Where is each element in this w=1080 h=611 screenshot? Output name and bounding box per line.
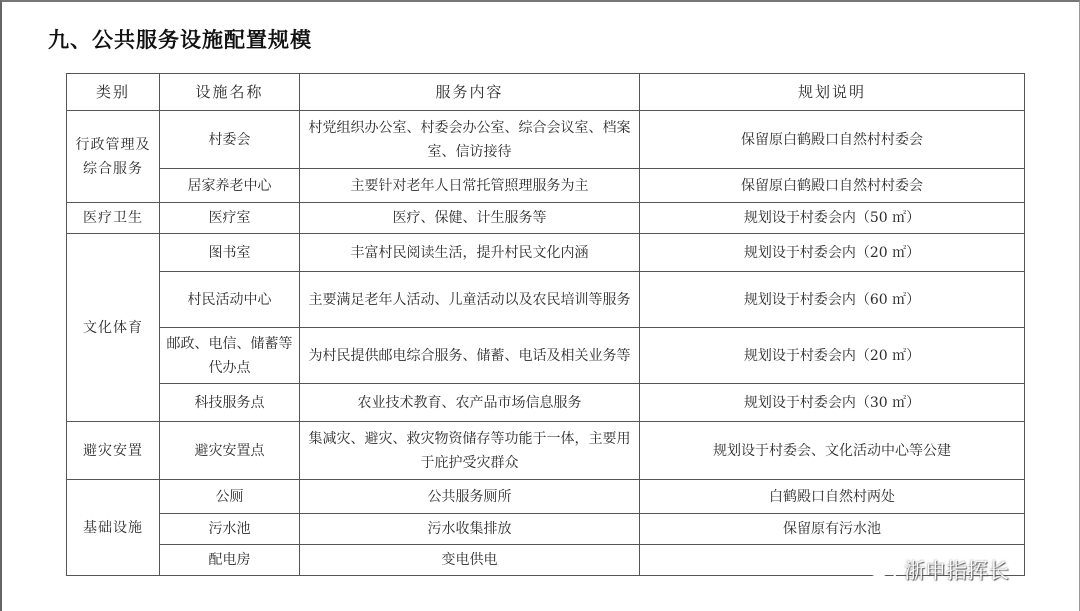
planning-note-cell: 保留原白鹤殿口自然村村委会	[640, 169, 1025, 203]
planning-note-cell: 规划设于村委会内（20 ㎡）	[640, 234, 1025, 272]
facility-name-cell: 科技服务点	[160, 384, 300, 422]
header-facility-name: 设施名称	[160, 74, 300, 111]
service-content-cell: 为村民提供邮电综合服务、储蓄、电话及相关业务等	[300, 328, 640, 384]
header-service-content: 服务内容	[300, 74, 640, 111]
service-content-cell: 主要满足老年人活动、儿童活动以及农民培训等服务	[300, 272, 640, 328]
watermark-text: 浙申指挥长	[904, 559, 1009, 583]
facility-name-cell: 避灾安置点	[160, 422, 300, 480]
planning-note-cell: 规划设于村委会、文化活动中心等公建	[640, 422, 1025, 480]
facility-name-cell: 居家养老中心	[160, 169, 300, 203]
table-row	[67, 480, 1025, 514]
header-planning-note: 规划说明	[640, 74, 1025, 111]
table-row	[67, 234, 1025, 272]
category-cell: 基础设施	[67, 480, 160, 576]
table-row	[67, 328, 1025, 384]
table-row	[67, 111, 1025, 169]
planning-note-cell: 白鹤殿口自然村两处	[640, 480, 1025, 514]
service-content-cell: 主要针对老年人日常托管照理服务为主	[300, 169, 640, 203]
wechat-icon	[868, 558, 898, 582]
facility-name-cell: 配电房	[160, 545, 300, 576]
section-title: 九、公共服务设施配置规模	[48, 28, 312, 52]
service-content-cell: 集减灾、避灾、救灾物资储存等功能于一体，主要用于庇护受灾群众	[300, 422, 640, 480]
table-row	[67, 384, 1025, 422]
facility-name-cell: 邮政、电信、储蓄等代办点	[160, 328, 300, 384]
planning-note-cell: 规划设于村委会内（50 ㎡）	[640, 203, 1025, 234]
facility-name-cell: 村民活动中心	[160, 272, 300, 328]
planning-note-cell: 保留原有污水池	[640, 514, 1025, 545]
facility-name-cell: 公厕	[160, 480, 300, 514]
table-row	[67, 514, 1025, 545]
facility-name-cell: 污水池	[160, 514, 300, 545]
category-cell: 避灾安置	[67, 422, 160, 480]
service-content-cell: 变电供电	[300, 545, 640, 576]
service-content-cell: 村党组织办公室、村委会办公室、综合会议室、档案室、信访接待	[300, 111, 640, 169]
table-row	[67, 169, 1025, 203]
planning-note-cell: 规划设于村委会内（60 ㎡）	[640, 272, 1025, 328]
category-cell: 医疗卫生	[67, 203, 160, 234]
planning-note-cell: 规划设于村委会内（20 ㎡）	[640, 328, 1025, 384]
watermark	[868, 555, 1009, 585]
category-cell: 行政管理及综合服务	[67, 111, 160, 203]
service-content-cell: 医疗、保健、计生服务等	[300, 203, 640, 234]
planning-note-cell: 规划设于村委会内（30 ㎡）	[640, 384, 1025, 422]
facility-name-cell: 医疗室	[160, 203, 300, 234]
planning-note-cell: 保留原白鹤殿口自然村村委会	[640, 111, 1025, 169]
header-category: 类别	[67, 74, 160, 111]
facility-name-cell: 村委会	[160, 111, 300, 169]
facility-table	[66, 73, 1025, 576]
table-row	[67, 422, 1025, 480]
table-header-row	[67, 74, 1025, 111]
category-cell: 文化体育	[67, 234, 160, 422]
service-content-cell: 农业技术教育、农产品市场信息服务	[300, 384, 640, 422]
table-row	[67, 272, 1025, 328]
facility-name-cell: 图书室	[160, 234, 300, 272]
service-content-cell: 污水收集排放	[300, 514, 640, 545]
table-row	[67, 203, 1025, 234]
service-content-cell: 公共服务厕所	[300, 480, 640, 514]
service-content-cell: 丰富村民阅读生活，提升村民文化内涵	[300, 234, 640, 272]
